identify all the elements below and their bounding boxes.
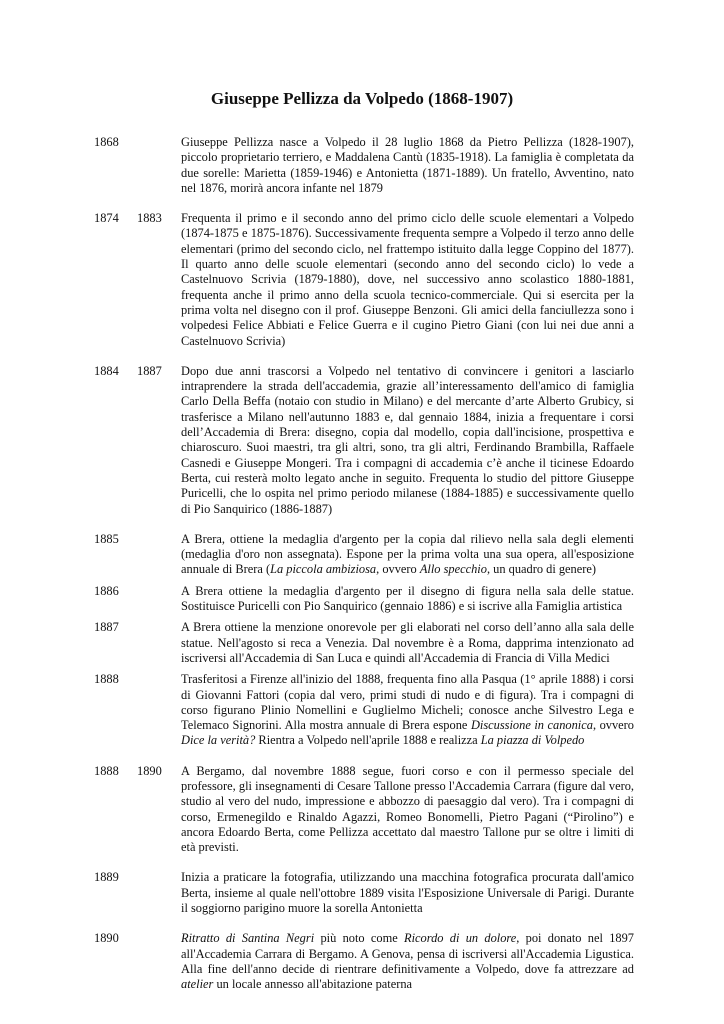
entry-text-segment: Trasferitosi a Firenze all'inizio del 1888, frequenta fino alla Pasqua (1° aprile 1888) i corsi di Giovanni Fattori (copia dal vero, primi studi di nudo e di figura). Tra i compagni di corso figurano Plinio Nomellini e Guglielmo Micheli; conosce anche Silvestro Lega e Telemaco Signorini. Alla mostra annuale di Brera espone: [181, 672, 634, 733]
chronology-entry: [94, 931, 634, 992]
entry-text-italic: Dice la verità?: [181, 733, 256, 748]
entry-year-end: 1890: [137, 763, 162, 778]
entry-text-segment: Dopo due anni trascorsi a Volpedo nel tentativo di convincere i genitori a lasciarlo intraprendere la strada dell'accademia, grazie all’interessamento dell'amico di famiglia Carlo Della Beffa (notaio con studio in Milano) e del mercante d’arte Alberto Grubicy, si trasferisce a Milano nell'autunno 1883 e, dal gennaio 1884, inizia a frequentare i corsi dell’Accademia di Brera: disegno, copia dal modello, copia dall'incisione, prospettiva e chiaroscuro. Suoi maestri, tra gli altri, sono, tra gli altri, Ferdinando Brambilla, Raffaele Casnedi e Giuseppe Mongeri. Tra i compagni di accademia c’è anche il ticinese Edoardo Berta, cui resterà molto legato anche in seguito. Frequenta lo studio del pittore Giuseppe Puricelli, che lo ospita nel primo periodo milanese (1884-1885) e successivamente quello di Pio Sanquirico (1886-1887): [181, 363, 634, 516]
entry-text-italic: Discussione in canonica: [470, 718, 593, 733]
entry-text-italic: La piazza di Volpedo: [480, 733, 585, 748]
entry-text: [181, 870, 634, 916]
entry-text-italic: Ricordo di un dolore: [404, 931, 517, 946]
chronology-entry: [94, 211, 634, 349]
entry-text: [181, 135, 634, 196]
entry-text-segment: , poi donato nel 1897 all'Accademia Carrara di Bergamo. A Genova, pensa di iscriversi all'Accademia Ligustica. Alla fine dell'anno decide di rientrare definitivamente a Volpedo, dove fa attrezzare ad: [181, 931, 634, 976]
entry-text: [181, 364, 634, 517]
entry-text-segment: Frequenta il primo e il secondo anno del primo ciclo delle scuole elementari a Volpedo (1874-1875 e 1875-1876). Successivamente frequenta sempre a Volpedo il terzo anno delle elementari (primo del secondo ciclo, nel frattempo istituito dalla legge Coppino del 1877). Il quarto anno delle scuole elementari (secondo anno del secondo ciclo) lo vede a Castelnuovo Scrivia (1879-1880), dove, nel successivo anno scolastico 1880-1881, frequenta anche il primo anno della scuola tecnico-commerciale. Qui si esercita per la prima volta nel disegno con il prof. Giuseppe Benzoni. Gli amici della fanciullezza sono i volpedesi Felice Abbiati e Felice Guerra e il cugino Pietro Giani (con lui nei due anni a Castelnuovo Scrivia): [181, 211, 634, 348]
entry-text-italic: Ritratto di Santina Negri: [181, 931, 315, 946]
chronology-entry: [94, 870, 634, 916]
entry-text: [181, 532, 634, 578]
entry-year: 1890: [94, 931, 119, 946]
chronology-list: [94, 135, 634, 1008]
entry-text: [181, 620, 634, 666]
entry-text-segment: un locale annesso all'abitazione paterna: [213, 977, 413, 992]
entry-year-end: 1887: [137, 363, 162, 378]
entry-year: 1884: [94, 363, 119, 378]
entry-text-segment: A Brera ottiene la menzione onorevole per gli elaborati nel corso dell’anno alla sala delle statue. Nell'agosto si reca a Venezia. Dal novembre è a Roma, dapprima intenzionato ad iscriversi all'Accademia di San Luca e quindi all'Accademia di Francia di Villa Medici: [181, 620, 634, 665]
chronology-entry: [94, 532, 634, 578]
entry-year: 1887: [94, 620, 119, 635]
entry-year: 1886: [94, 583, 119, 598]
entry-text: [181, 584, 634, 615]
chronology-entry: [94, 764, 634, 856]
entry-year: 1888: [94, 763, 119, 778]
entry-text: [181, 211, 634, 349]
entry-text-segment: A Bergamo, dal novembre 1888 segue, fuori corso e con il permesso speciale del professore, gli insegnamenti di Cesare Tallone presso l'Accademia Carrara (figure dal vero, studio al vero del nudo, impressione e abbozzo di paesaggio dal vero). Tra i compagni di corso, Ermenegildo e Rinaldo Agazzi, Romeo Bonomelli, Pietro Pagani (“Pirolino”) e ancora Edoardo Berta, come Pellizza accettato dal maestro Tallone pur se oltre i limiti di età previsti.: [181, 763, 634, 855]
entry-text-segment: Rientra a Volpedo nell'aprile 1888 e realizza: [255, 733, 481, 748]
page-title: Giuseppe Pellizza da Volpedo (1868-1907): [210, 89, 514, 108]
entry-text-italic: La piccola ambiziosa: [270, 562, 377, 577]
entry-year: 1874: [94, 211, 119, 226]
chronology-entry: [94, 584, 634, 615]
entry-text-segment: A Brera ottiene la medaglia d'argento per il disegno di figura nella sala delle statue. Sostituisce Puricelli con Pio Sanquirico (gennaio 1886) e si iscrive alla Famiglia artistica: [181, 583, 634, 614]
entry-text-segment: Inizia a praticare la fotografia, utilizzando una macchina fotografica procurata dall'amico Berta, insieme al quale nell'ottobre 1889 visita l'Esposizione Universale di Parigi. Durante il soggiorno parigino muore la sorella Antonietta: [181, 870, 634, 916]
entry-text: [181, 672, 634, 748]
entry-text-segment: , ovvero: [592, 718, 634, 733]
chronology-entry: [94, 620, 634, 666]
chronology-entry: [94, 135, 634, 196]
entry-text-segment: , un quadro di genere): [486, 562, 597, 577]
entry-text-segment: , ovvero: [376, 562, 420, 577]
entry-year-end: 1883: [137, 211, 162, 226]
entry-text-segment: A Brera, ottiene la medaglia d'argento per la copia dal rilievo nella sala degli elementi (medaglia d'oro non assegnata). Espone per la prima volta una sua opera, all'esposizione annuale di Brera (: [181, 531, 634, 577]
entry-text-segment: più noto come: [314, 931, 405, 946]
chronology-entry: [94, 364, 634, 517]
entry-year: 1885: [94, 531, 119, 546]
entry-year: 1888: [94, 672, 119, 687]
entry-text: [181, 931, 634, 992]
entry-text: [181, 764, 634, 856]
entry-year: 1868: [94, 135, 119, 149]
entry-text-italic: atelier: [181, 977, 214, 992]
entry-text-segment: Giuseppe Pellizza nasce a Volpedo il 28 luglio 1868 da Pietro Pellizza (1828-1907), piccolo proprietario terriero, e Maddalena Cantù (1835-1918). La famiglia è completata da due sorelle: Marietta (1859-1946) e Antonietta (1871-1889). Un fratello, Avventino, nato nel 1876, morirà ancora infante nel 1879: [181, 135, 634, 195]
entry-year: 1889: [94, 870, 119, 885]
chronology-entry: [94, 672, 634, 748]
entry-text-italic: Allo specchio: [419, 562, 487, 577]
